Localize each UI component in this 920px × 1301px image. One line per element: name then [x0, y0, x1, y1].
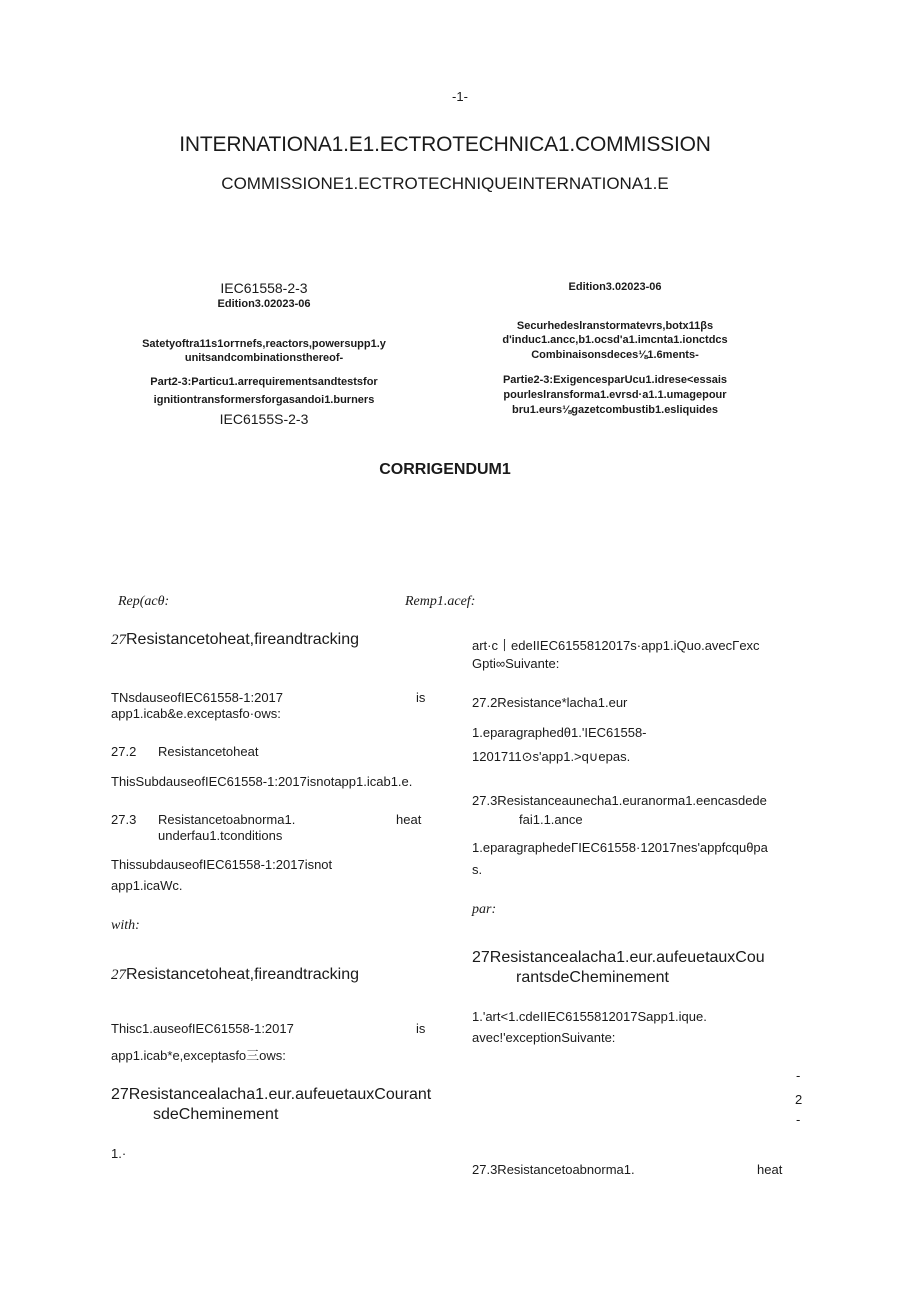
- clause-title: Resistancetoheat,fireandtracking: [126, 631, 360, 648]
- paragraph-line: app1.icab*e,exceptasfo三ows:: [111, 1048, 286, 1063]
- paragraph-line: avec!'exceptionSuivante:: [472, 1030, 616, 1045]
- page-marker-dash: -: [796, 1112, 801, 1127]
- paragraph-line: art·c丨edeIIEC6155812017s·app1.iQuo.avecΓexc: [472, 638, 760, 653]
- part-line-2: ignitiontransformersforgasandoi1.burners: [153, 394, 375, 406]
- clause-number: 27: [111, 632, 126, 648]
- replace-label: Rep(acθ:: [118, 594, 170, 609]
- clause-27-heading: [111, 631, 359, 649]
- paragraph-word: is: [416, 690, 426, 705]
- paragraph-word: is: [416, 1021, 426, 1036]
- part-line-1: Part2-3:Particu1.arrequirementsandtestsfor: [150, 376, 378, 388]
- paragraph-line: Gpti∞Suivante:: [472, 656, 560, 671]
- subclause-27-3-fr: 27.3Resistanceaunecha1.euranorma1.eencasdede: [472, 793, 767, 808]
- part-fr-line-3: bru1.eurs⅛gazetcombustib1.esliquides: [511, 404, 718, 416]
- subclause-27-3-repeat-word: heat: [757, 1162, 783, 1177]
- paragraph-line: 1.eparagraphedeΓIEC61558·12017nes'appfcquθpa: [472, 840, 768, 855]
- subclause-27-2-fr: 27.2Resistance*lacha1.eur: [472, 695, 628, 710]
- paragraph-line: ThisSubdauseofIEC61558-1:2017isnotapp1.icab1.e.: [111, 774, 413, 789]
- page-marker-number: 2: [795, 1092, 803, 1107]
- title-fr-line-1: Securhedeslranstormatevrs,botx11βs: [516, 320, 714, 332]
- title-fr-line-3: Combinaisonsdeces⅛1.6ments-: [531, 349, 699, 361]
- clause-27-heading-fr-cont: rantsdeCheminement: [516, 969, 669, 986]
- subclause-27-2-title: Resistancetoheat: [158, 744, 259, 759]
- paragraph-line: TNsdauseofIEC61558-1:2017: [111, 690, 284, 705]
- paragraph-line: app1.icab&e.exceptasfo·ows:: [111, 706, 281, 721]
- edition-label-fr: Edition3.02023-06: [568, 281, 662, 293]
- org-title-french: COMMISSIONE1.ECTROTECHNIQUEINTERNATIONA1.E: [221, 174, 669, 193]
- clause-27-heading-fr-cont: sdeCheminement: [153, 1106, 279, 1123]
- corrigendum-heading: CORRIGENDUM1: [379, 461, 511, 478]
- subclause-27-3-title-cont: underfau1.tconditions: [158, 828, 283, 843]
- page-number: -1-: [452, 89, 468, 104]
- standard-number-repeat: IEC6155S-2-3: [219, 411, 309, 427]
- replace-label-fr: Remp1.acef:: [405, 594, 476, 609]
- subclause-27-3-title: Resistancetoabnorma1.: [158, 812, 296, 827]
- trailing-text: 1.·: [111, 1146, 127, 1161]
- edition-label: Edition3.02023-06: [217, 298, 311, 310]
- part-fr-line-1: Partie2-3:ExigencesparUcu1.idrese<essais: [502, 374, 728, 386]
- standard-number: IEC61558-2-3: [220, 280, 308, 296]
- subclause-27-3-fr-cont: fai1.1.ance: [519, 812, 583, 827]
- title-line-1: Satetyoftra11s1orтnefs,reactors,powersupp1.y: [142, 338, 386, 350]
- paragraph-line: ThissubdauseofIEC61558-1:2017isnot: [111, 857, 333, 872]
- clause-27-heading-fr: 27Resistancealacha1.eur.aufeuetauxCourant: [111, 1086, 432, 1103]
- paragraph-line: 1201711⊙s'app1.>q∪epas.: [472, 749, 631, 764]
- paragraph-line: Thisc1.auseofIEC61558-1:2017: [111, 1021, 294, 1036]
- subclause-27-3-repeat: 27.3Resistancetoabnorma1.: [472, 1162, 635, 1177]
- title-fr-line-2: d'induc1.ancc,b1.ocsd'a1.imcnta1.ionctdcs: [502, 334, 728, 346]
- paragraph-line: 1.'art<1.cdeIIEC6155812017Sapp1.ique.: [472, 1009, 707, 1024]
- subclause-27-2-number: 27.2: [111, 744, 137, 759]
- paragraph-line: 1.eparagraphedθ1.'IEC61558-: [472, 725, 647, 740]
- part-fr-line-2: pourleslransforma1.evrsd·a1.1.umagepour: [503, 389, 727, 401]
- subclause-27-3-word: heat: [396, 812, 422, 827]
- clause-27-heading-new: [111, 966, 359, 984]
- title-line-2: unitsandcombinationsthereof-: [184, 352, 344, 364]
- page-marker-dash: -: [796, 1068, 801, 1083]
- org-title-english: INTERNATIONA1.E1.ECTROTECHNICA1.COMMISSION: [179, 133, 711, 156]
- clause-title: Resistancetoheat,fireandtracking: [126, 966, 360, 983]
- paragraph-line: app1.icaWc.: [111, 878, 183, 893]
- paragraph-line: s.: [472, 862, 483, 877]
- par-label: par:: [472, 902, 497, 917]
- with-label: with:: [111, 918, 140, 933]
- subclause-27-3-number: 27.3: [111, 812, 137, 827]
- clause-27-heading-fr: 27Resistancealacha1.eur.aufeuetauxCou: [472, 949, 765, 966]
- clause-number: 27: [111, 967, 126, 983]
